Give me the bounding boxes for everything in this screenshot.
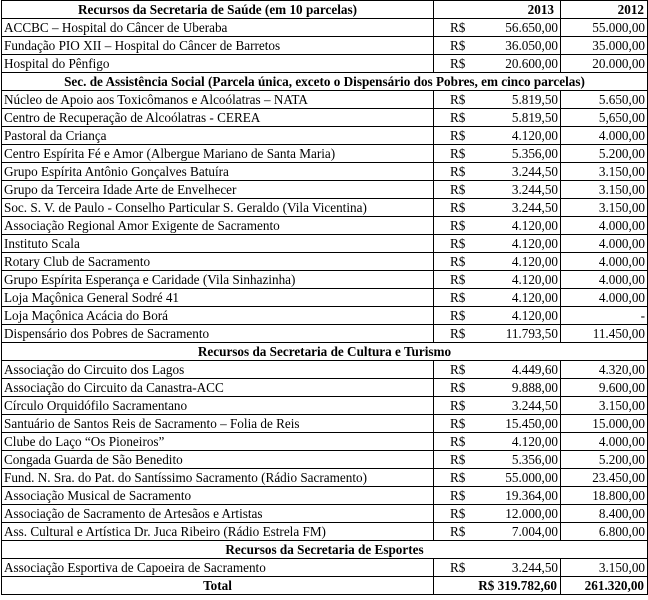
entity-name: Centro de Recuperação de Alcoólatras - CEREA (2, 109, 434, 127)
year-2012-header: 2012 (561, 1, 648, 19)
entity-name: Loja Maçônica Acácia do Borá (2, 307, 434, 325)
total-label: Total (2, 577, 434, 595)
amount-2013: 4.120,00 (476, 289, 561, 307)
table-row (2, 559, 648, 577)
currency-symbol: R$ (434, 91, 476, 109)
section-header-row (2, 343, 648, 361)
entity-name: Associação do Circuito da Canastra-ACC (2, 379, 434, 397)
currency-symbol: R$ (434, 163, 476, 181)
amount-2012: 4.000,00 (561, 217, 648, 235)
section-title: Sec. de Assistência Social (Parcela única, exceto o Dispensário dos Pobres, em cinco parcelas) (2, 73, 648, 91)
table-row (2, 415, 648, 433)
amount-2013: 5.819,50 (476, 109, 561, 127)
table-row (2, 307, 648, 325)
entity-name: Círculo Orquidófilo Sacramentano (2, 397, 434, 415)
table-row (2, 379, 648, 397)
amount-2013: 4.120,00 (476, 235, 561, 253)
table-row (2, 271, 648, 289)
table-row (2, 163, 648, 181)
section-header-row (2, 541, 648, 559)
table-row (2, 145, 648, 163)
amount-2013: 5.356,00 (476, 145, 561, 163)
currency-symbol: R$ (434, 55, 476, 73)
amount-2013: 3.244,50 (476, 397, 561, 415)
table-row (2, 181, 648, 199)
amount-2012: 55.000,00 (561, 19, 648, 37)
table-row (2, 55, 648, 73)
table-row (2, 127, 648, 145)
amount-2012: 8.400,00 (561, 505, 648, 523)
amount-2013: 9.888,00 (476, 379, 561, 397)
currency-symbol: R$ (434, 253, 476, 271)
amount-2012: 4.000,00 (561, 289, 648, 307)
currency-symbol: R$ (434, 145, 476, 163)
amount-2012: 4.000,00 (561, 433, 648, 451)
entity-name: Associação Esportiva de Capoeira de Sacramento (2, 559, 434, 577)
entity-name: Dispensário dos Pobres de Sacramento (2, 325, 434, 343)
currency-symbol: R$ (434, 289, 476, 307)
amount-2013: 4.449,60 (476, 361, 561, 379)
entity-name: Associação de Sacramento de Artesãos e Artistas (2, 505, 434, 523)
table-row (2, 199, 648, 217)
entity-name: Instituto Scala (2, 235, 434, 253)
grants-table (1, 0, 648, 595)
amount-2012: 4.000,00 (561, 127, 648, 145)
table-row (2, 361, 648, 379)
entity-name: Loja Maçônica General Sodré 41 (2, 289, 434, 307)
table-row (2, 235, 648, 253)
table-row (2, 451, 648, 469)
entity-name: Centro Espírita Fé e Amor (Albergue Mariano de Santa Maria) (2, 145, 434, 163)
currency-symbol: R$ (434, 127, 476, 145)
entity-name: Fund. N. Sra. do Pat. do Santíssimo Sacramento (Rádio Sacramento) (2, 469, 434, 487)
amount-2012: - (561, 307, 648, 325)
entity-name: Associação Musical de Sacramento (2, 487, 434, 505)
amount-2012: 3.150,00 (561, 199, 648, 217)
amount-2013: 3.244,50 (476, 163, 561, 181)
currency-symbol: R$ (434, 325, 476, 343)
entity-name: Associação do Circuito dos Lagos (2, 361, 434, 379)
entity-name: Rotary Club de Sacramento (2, 253, 434, 271)
amount-2013: 3.244,50 (476, 199, 561, 217)
entity-name: Grupo Espírita Antônio Gonçalves Batuíra (2, 163, 434, 181)
amount-2013: 36.050,00 (476, 37, 561, 55)
amount-2013: 4.120,00 (476, 307, 561, 325)
currency-symbol: R$ (434, 217, 476, 235)
entity-name: Soc. S. V. de Paulo - Conselho Particular S. Geraldo (Vila Vicentina) (2, 199, 434, 217)
currency-symbol: R$ (434, 505, 476, 523)
amount-2012: 4.000,00 (561, 271, 648, 289)
table-row (2, 37, 648, 55)
amount-2012: 20.000,00 (561, 55, 648, 73)
table-row (2, 91, 648, 109)
currency-symbol: R$ (434, 37, 476, 55)
amount-2012: 23.450,00 (561, 469, 648, 487)
amount-2012: 35.000,00 (561, 37, 648, 55)
currency-symbol: R$ (434, 433, 476, 451)
amount-2012: 5,650,00 (561, 109, 648, 127)
entity-name: Santuário de Santos Reis de Sacramento – Folia de Reis (2, 415, 434, 433)
section-title: Recursos da Secretaria de Cultura e Turismo (2, 343, 648, 361)
amount-2012: 9.600,00 (561, 379, 648, 397)
currency-symbol: R$ (434, 19, 476, 37)
currency-symbol: R$ (434, 109, 476, 127)
amount-2012: 18.800,00 (561, 487, 648, 505)
entity-name: Clube do Laço “Os Pioneiros” (2, 433, 434, 451)
amount-2013: 4.120,00 (476, 433, 561, 451)
amount-2012: 11.450,00 (561, 325, 648, 343)
amount-2012: 5.650,00 (561, 91, 648, 109)
amount-2013: 5.819,50 (476, 91, 561, 109)
amount-2013: 3.244,50 (476, 559, 561, 577)
amount-2013: 4.120,00 (476, 271, 561, 289)
table-row (2, 325, 648, 343)
currency-symbol: R$ (434, 307, 476, 325)
currency-symbol: R$ (434, 487, 476, 505)
amount-2013: 11.793,50 (476, 325, 561, 343)
table-row (2, 253, 648, 271)
amount-2013: 4.120,00 (476, 217, 561, 235)
entity-name: Hospital do Pênfigo (2, 55, 434, 73)
year-2013-header: 2013 (434, 1, 561, 19)
amount-2013: 5.356,00 (476, 451, 561, 469)
entity-name: Pastoral da Criança (2, 127, 434, 145)
amount-2013: 4.120,00 (476, 253, 561, 271)
currency-symbol: R$ (434, 415, 476, 433)
amount-2012: 3.150,00 (561, 181, 648, 199)
amount-2012: 3.150,00 (561, 397, 648, 415)
currency-symbol: R$ (434, 451, 476, 469)
currency-symbol: R$ (434, 271, 476, 289)
amount-2012: 3.150,00 (561, 163, 648, 181)
entity-name: Grupo Espírita Esperança e Caridade (Vila Sinhazinha) (2, 271, 434, 289)
currency-symbol: R$ (434, 361, 476, 379)
currency-symbol: R$ (434, 397, 476, 415)
amount-2012: 4.000,00 (561, 235, 648, 253)
amount-2013: 3.244,50 (476, 181, 561, 199)
entity-name: Núcleo de Apoio aos Toxicômanos e Alcoólatras – NATA (2, 91, 434, 109)
section-title: Recursos da Secretaria de Esportes (2, 541, 648, 559)
amount-2012: 5.200,00 (561, 451, 648, 469)
amount-2012: 3.150,00 (561, 559, 648, 577)
entity-name: Grupo da Terceira Idade Arte de Envelhecer (2, 181, 434, 199)
section-header-row (2, 73, 648, 91)
amount-2013: 4.120,00 (476, 127, 561, 145)
table-row (2, 469, 648, 487)
currency-symbol: R$ (434, 559, 476, 577)
entity-name: ACCBC – Hospital do Câncer de Uberaba (2, 19, 434, 37)
amount-2013: 20.600,00 (476, 55, 561, 73)
currency-symbol: R$ (434, 523, 476, 541)
table-row (2, 505, 648, 523)
table-row (2, 109, 648, 127)
table-row (2, 487, 648, 505)
table-row (2, 523, 648, 541)
table-row (2, 397, 648, 415)
amount-2013: 19.364,00 (476, 487, 561, 505)
amount-2013: 12.000,00 (476, 505, 561, 523)
amount-2013: 7.004,00 (476, 523, 561, 541)
currency-symbol: R$ (434, 235, 476, 253)
currency-symbol: R$ (434, 181, 476, 199)
table-row (2, 217, 648, 235)
total-row (2, 577, 648, 595)
entity-name: Fundação PIO XII – Hospital do Câncer de Barretos (2, 37, 434, 55)
entity-name: Congada Guarda de São Benedito (2, 451, 434, 469)
section-header-row (2, 1, 648, 19)
amount-2012: 6.800,00 (561, 523, 648, 541)
table-row (2, 19, 648, 37)
entity-name: Associação Regional Amor Exigente de Sacramento (2, 217, 434, 235)
amount-2012: 15.000,00 (561, 415, 648, 433)
currency-symbol: R$ (434, 469, 476, 487)
total-2013: R$ 319.782,60 (434, 577, 561, 595)
total-2012: 261.320,00 (561, 577, 648, 595)
amount-2012: 5.200,00 (561, 145, 648, 163)
amount-2012: 4.000,00 (561, 253, 648, 271)
amount-2012: 4.320,00 (561, 361, 648, 379)
currency-symbol: R$ (434, 199, 476, 217)
amount-2013: 15.450,00 (476, 415, 561, 433)
table-row (2, 289, 648, 307)
section-title: Recursos da Secretaria de Saúde (em 10 parcelas) (2, 1, 434, 19)
entity-name: Ass. Cultural e Artística Dr. Juca Ribeiro (Rádio Estrela FM) (2, 523, 434, 541)
table-row (2, 433, 648, 451)
amount-2013: 55.000,00 (476, 469, 561, 487)
amount-2013: 56.650,00 (476, 19, 561, 37)
currency-symbol: R$ (434, 379, 476, 397)
